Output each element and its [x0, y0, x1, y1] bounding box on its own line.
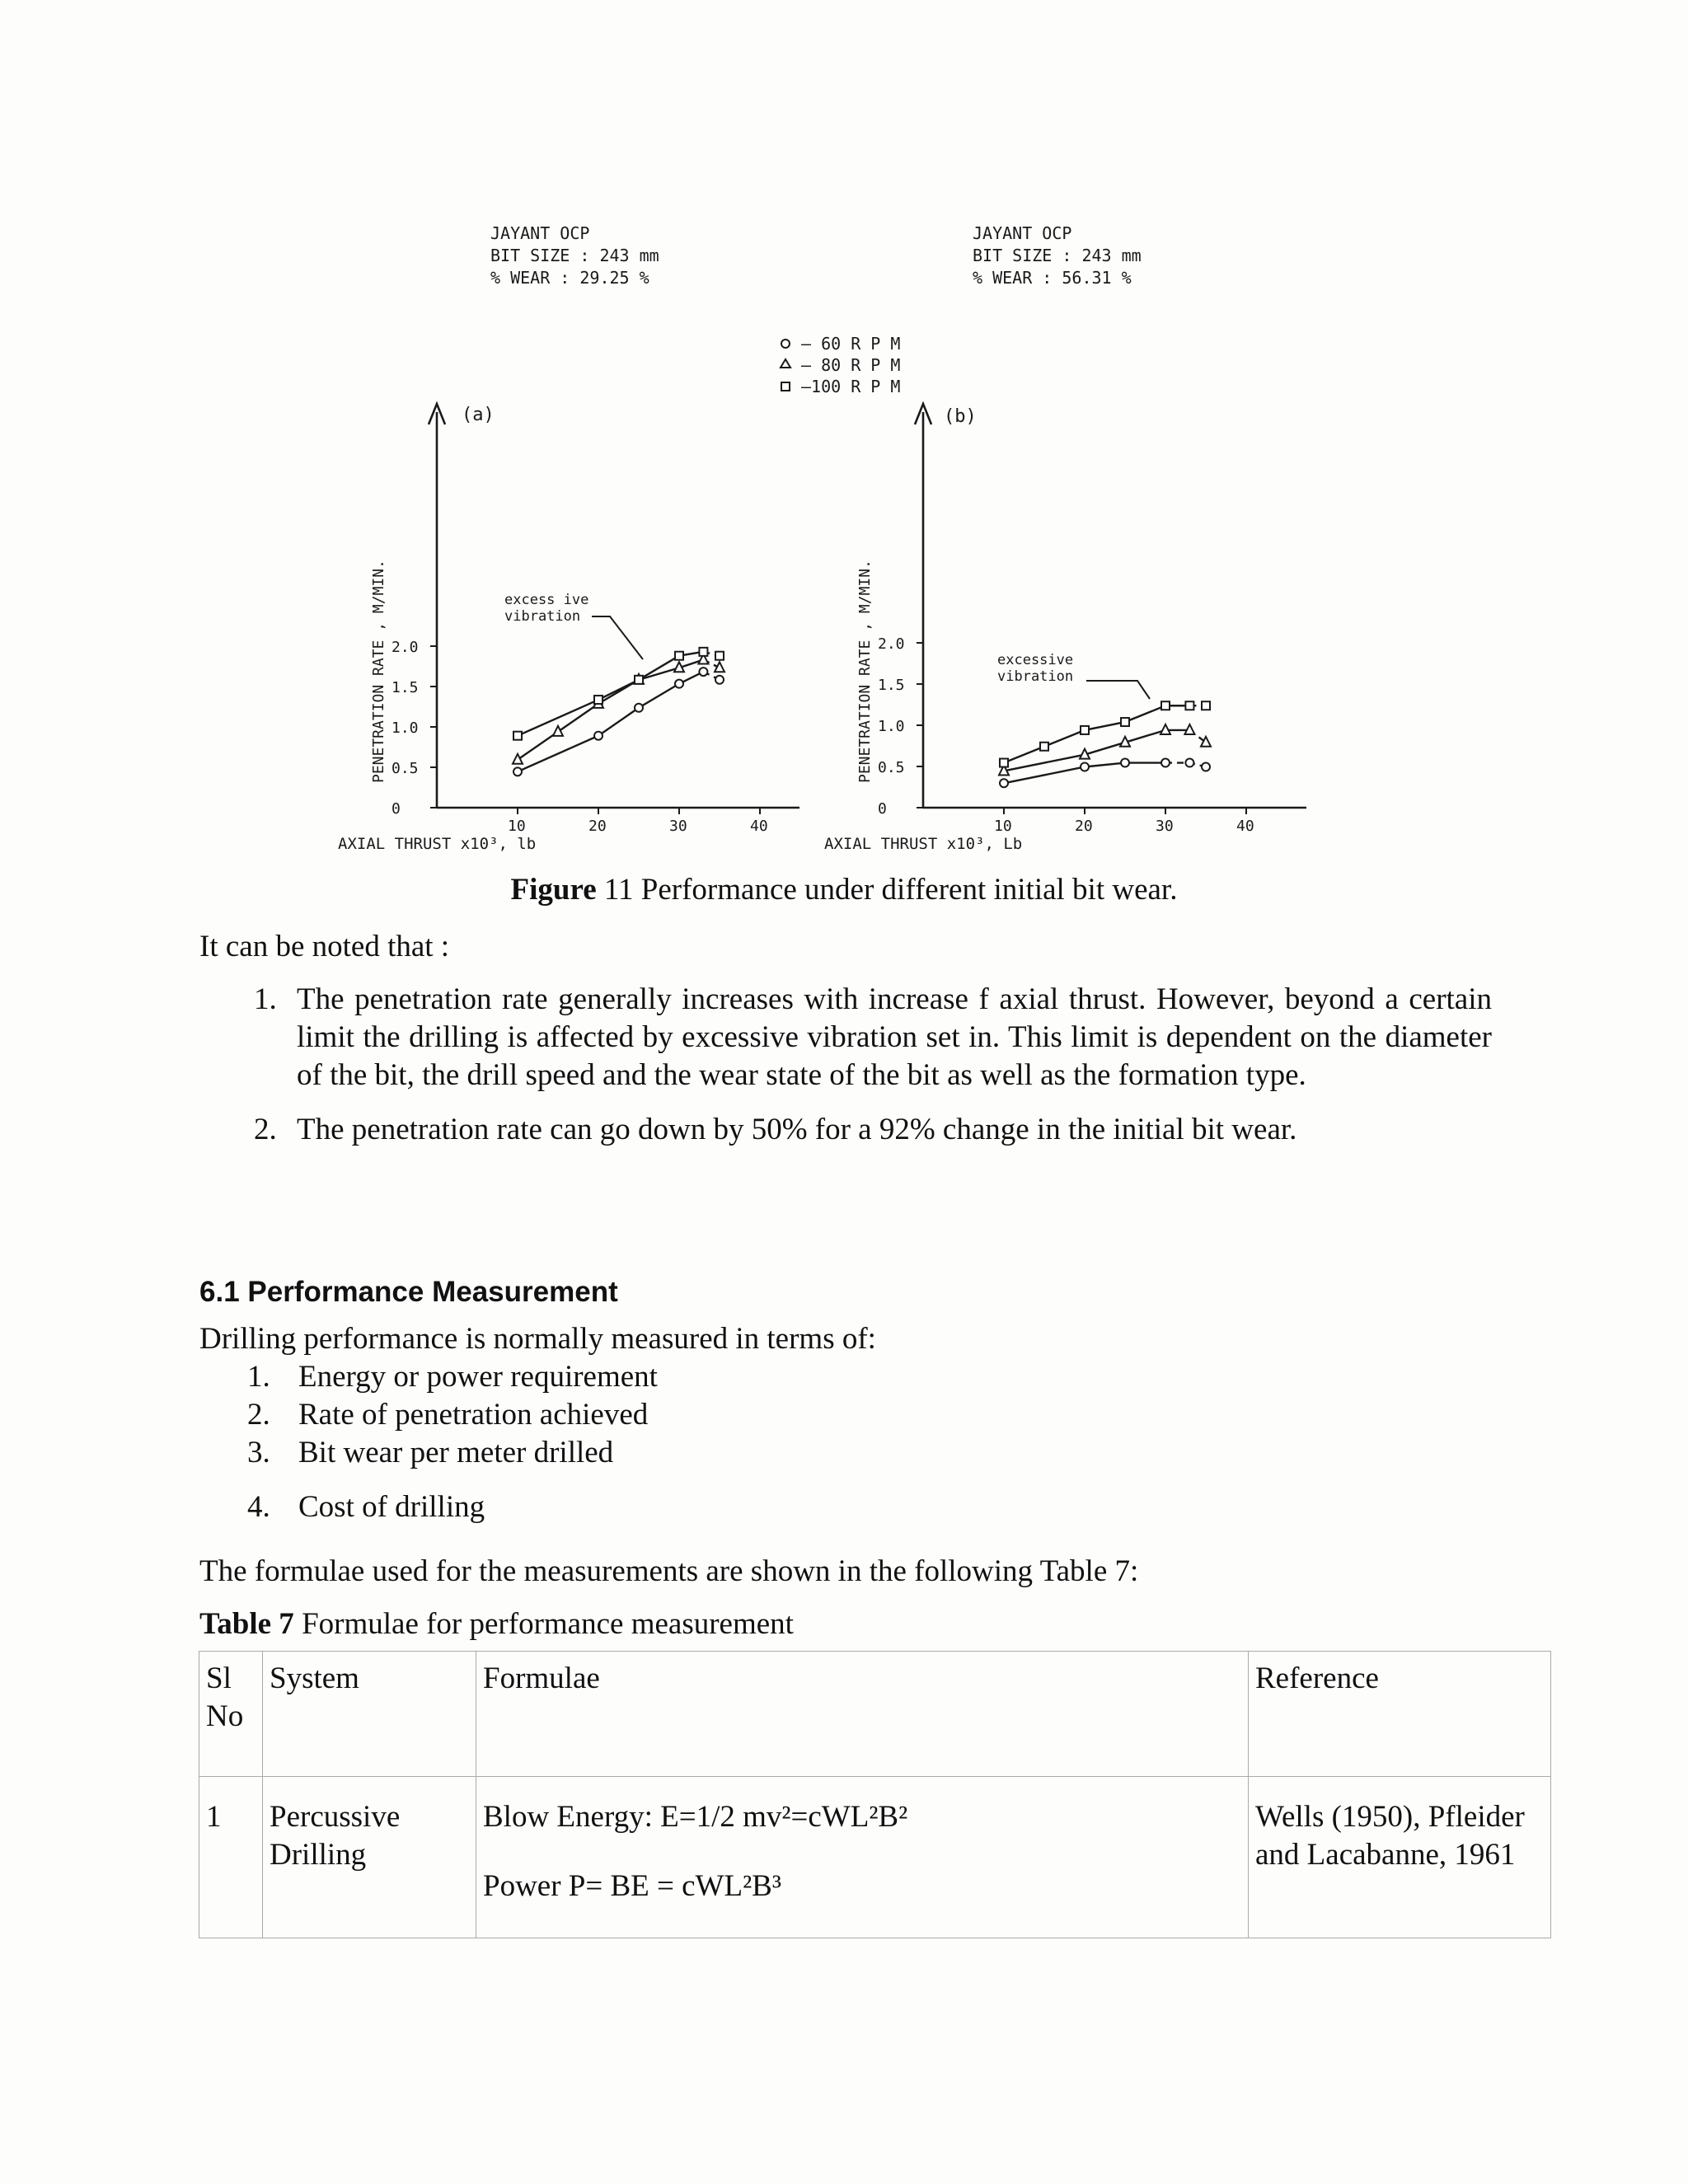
- observations-list: [247, 981, 1492, 1165]
- legend-item-80rpm: [781, 355, 900, 375]
- y-axis-label: PENETRATION RATE , M/MIN.: [370, 560, 387, 783]
- data-point: [1185, 701, 1193, 710]
- measures-list: [247, 1358, 658, 1526]
- y-tick-label: 1.5: [878, 677, 905, 694]
- data-point: [1185, 759, 1193, 767]
- list-text: Bit wear per meter drilled: [298, 1436, 614, 1469]
- legend-label-60rpm: — 60 R P M: [801, 334, 901, 354]
- cell-formulae: [476, 1777, 1249, 1938]
- chart-panel-b: [824, 223, 1306, 853]
- data-point: [699, 668, 707, 676]
- chart-header-line: JAYANT OCP: [973, 223, 1072, 243]
- x-axis-label: AXIAL THRUST x10³, lb: [338, 835, 537, 853]
- data-point: [1121, 718, 1129, 726]
- data-point: [1202, 701, 1210, 710]
- data-point: [513, 732, 522, 740]
- table-intro: The formulae used for the measurements are shown in the following Table 7:: [199, 1554, 1139, 1588]
- legend-item-60rpm: [781, 334, 900, 354]
- intro-text: It can be noted that :: [199, 930, 450, 963]
- chart-header-line: BIT SIZE : 243 mm: [973, 246, 1142, 265]
- data-point: [715, 652, 724, 660]
- formula-power: Power P= BE = cWL²B³: [483, 1869, 781, 1903]
- data-point: [1161, 701, 1170, 710]
- list-text: Rate of penetration achieved: [298, 1398, 649, 1432]
- x-tick-label: 30: [1156, 818, 1174, 835]
- table-row: [199, 1777, 1551, 1938]
- cell-sl-no: 1: [199, 1777, 263, 1938]
- figure-caption-text: 11 Performance under different initial bit wear.: [596, 873, 1178, 907]
- list-number: 1.: [254, 982, 277, 1016]
- annotation-text: excessive: [997, 652, 1074, 668]
- x-tick-label: 10: [994, 818, 1012, 835]
- x-axis-label: AXIAL THRUST x10³, Lb: [824, 835, 1023, 853]
- data-point: [1121, 759, 1129, 767]
- cell-system: Percussive Drilling: [263, 1777, 476, 1938]
- data-point: [513, 754, 523, 764]
- table-caption-label: Table 7: [199, 1607, 294, 1641]
- chart-header-line: JAYANT OCP: [490, 223, 590, 243]
- data-point: [1202, 763, 1210, 771]
- table-caption-text: Formulae for performance measurement: [293, 1607, 794, 1641]
- chart-legend: [781, 334, 900, 396]
- list-number: 2.: [254, 1113, 277, 1146]
- chart-header-line: % WEAR : 29.25 %: [490, 268, 649, 288]
- annotation-text: vibration: [997, 668, 1074, 685]
- chart-header-line: % WEAR : 56.31 %: [973, 268, 1132, 288]
- list-text: Energy or power requirement: [298, 1360, 658, 1394]
- series-line: [518, 652, 703, 736]
- legend-item-100rpm: [781, 377, 900, 396]
- header-sl-no: Sl No: [199, 1652, 263, 1777]
- list-text: Cost of drilling: [298, 1490, 485, 1524]
- y-tick-label: 0.5: [878, 759, 905, 776]
- header-formulae: Formulae: [476, 1652, 1249, 1777]
- x-tick-label: 20: [1075, 818, 1093, 835]
- data-point: [1000, 759, 1008, 767]
- legend-label-100rpm: —100 R P M: [801, 377, 901, 396]
- data-point: [1161, 759, 1170, 767]
- y-tick-label: 0.5: [392, 760, 419, 777]
- list-item: [247, 1434, 658, 1472]
- y-tick-label: 1.0: [878, 718, 905, 735]
- list-item: [247, 981, 1492, 1094]
- data-point: [675, 652, 683, 660]
- data-point: [1201, 737, 1211, 747]
- figure-11: [0, 0, 1688, 874]
- y-tick-label: 0: [878, 800, 887, 818]
- list-number: 3.: [247, 1436, 270, 1469]
- header-reference: Reference: [1249, 1652, 1551, 1777]
- data-point: [553, 726, 563, 736]
- y-tick-label: 2.0: [392, 639, 419, 656]
- data-point: [1081, 763, 1089, 771]
- data-point: [1040, 743, 1048, 751]
- list-text: The penetration rate generally increases with increase f axial thrust. However, beyond a certain limit the drilling is affected by excessive vibration set in. This limit is dependent on the diameter of the bit, the drill speed and the wear state of the bit as well as the formation type.: [297, 982, 1492, 1092]
- data-point: [635, 704, 643, 712]
- annotation-arrow: [1086, 681, 1150, 699]
- y-tick-label: 2.0: [878, 635, 905, 653]
- data-point: [1000, 779, 1008, 787]
- list-item: [247, 1111, 1492, 1149]
- annotation-text: excess ive: [504, 592, 589, 608]
- section-heading: 6.1 Performance Measurement: [199, 1276, 618, 1308]
- data-point: [594, 696, 603, 704]
- formulae-table: [199, 1651, 1551, 1938]
- figure-caption-label: Figure: [510, 873, 597, 907]
- list-item: [247, 1358, 658, 1396]
- panel-label: (b): [944, 406, 977, 427]
- data-point: [635, 676, 643, 684]
- cell-reference: Wells (1950), Pfleider and Lacabanne, 1961: [1249, 1777, 1551, 1938]
- x-tick-label: 20: [588, 818, 607, 835]
- list-item: [247, 1488, 658, 1526]
- y-axis-label: PENETRATION RATE , M/MIN.: [856, 560, 874, 783]
- data-point: [715, 676, 724, 684]
- data-point: [675, 680, 683, 688]
- chart-header-line: BIT SIZE : 243 mm: [490, 246, 659, 265]
- list-text: The penetration rate can go down by 50% for a 92% change in the initial bit wear.: [297, 1113, 1297, 1146]
- legend-label-80rpm: — 80 R P M: [801, 355, 901, 375]
- x-tick-label: 40: [750, 818, 768, 835]
- data-point: [699, 648, 707, 656]
- figure-caption: [0, 872, 1688, 907]
- header-system: System: [263, 1652, 476, 1777]
- x-tick-label: 40: [1236, 818, 1254, 835]
- data-point: [594, 732, 603, 740]
- section-intro: Drilling performance is normally measured in terms of:: [199, 1322, 876, 1356]
- y-tick-label: 0: [392, 800, 401, 818]
- panel-label: (a): [462, 405, 495, 425]
- data-point: [1081, 726, 1089, 734]
- axis-lines: [429, 404, 799, 808]
- table-header-row: [199, 1652, 1551, 1777]
- series-line: [518, 660, 703, 760]
- x-tick-label: 10: [508, 818, 526, 835]
- annotation-text: vibration: [504, 608, 581, 625]
- list-number: 1.: [247, 1360, 270, 1394]
- data-point: [513, 767, 522, 776]
- chart-panel-a: [338, 223, 799, 853]
- y-tick-label: 1.5: [392, 679, 419, 696]
- list-number: 4.: [247, 1490, 270, 1524]
- list-item: [247, 1396, 658, 1434]
- x-tick-label: 30: [669, 818, 687, 835]
- formula-blow-energy: Blow Energy: E=1/2 mv²=cWL²B²: [483, 1800, 908, 1834]
- annotation-arrow: [592, 616, 643, 659]
- table-caption: [199, 1605, 794, 1643]
- y-tick-label: 1.0: [392, 719, 419, 737]
- list-number: 2.: [247, 1398, 270, 1432]
